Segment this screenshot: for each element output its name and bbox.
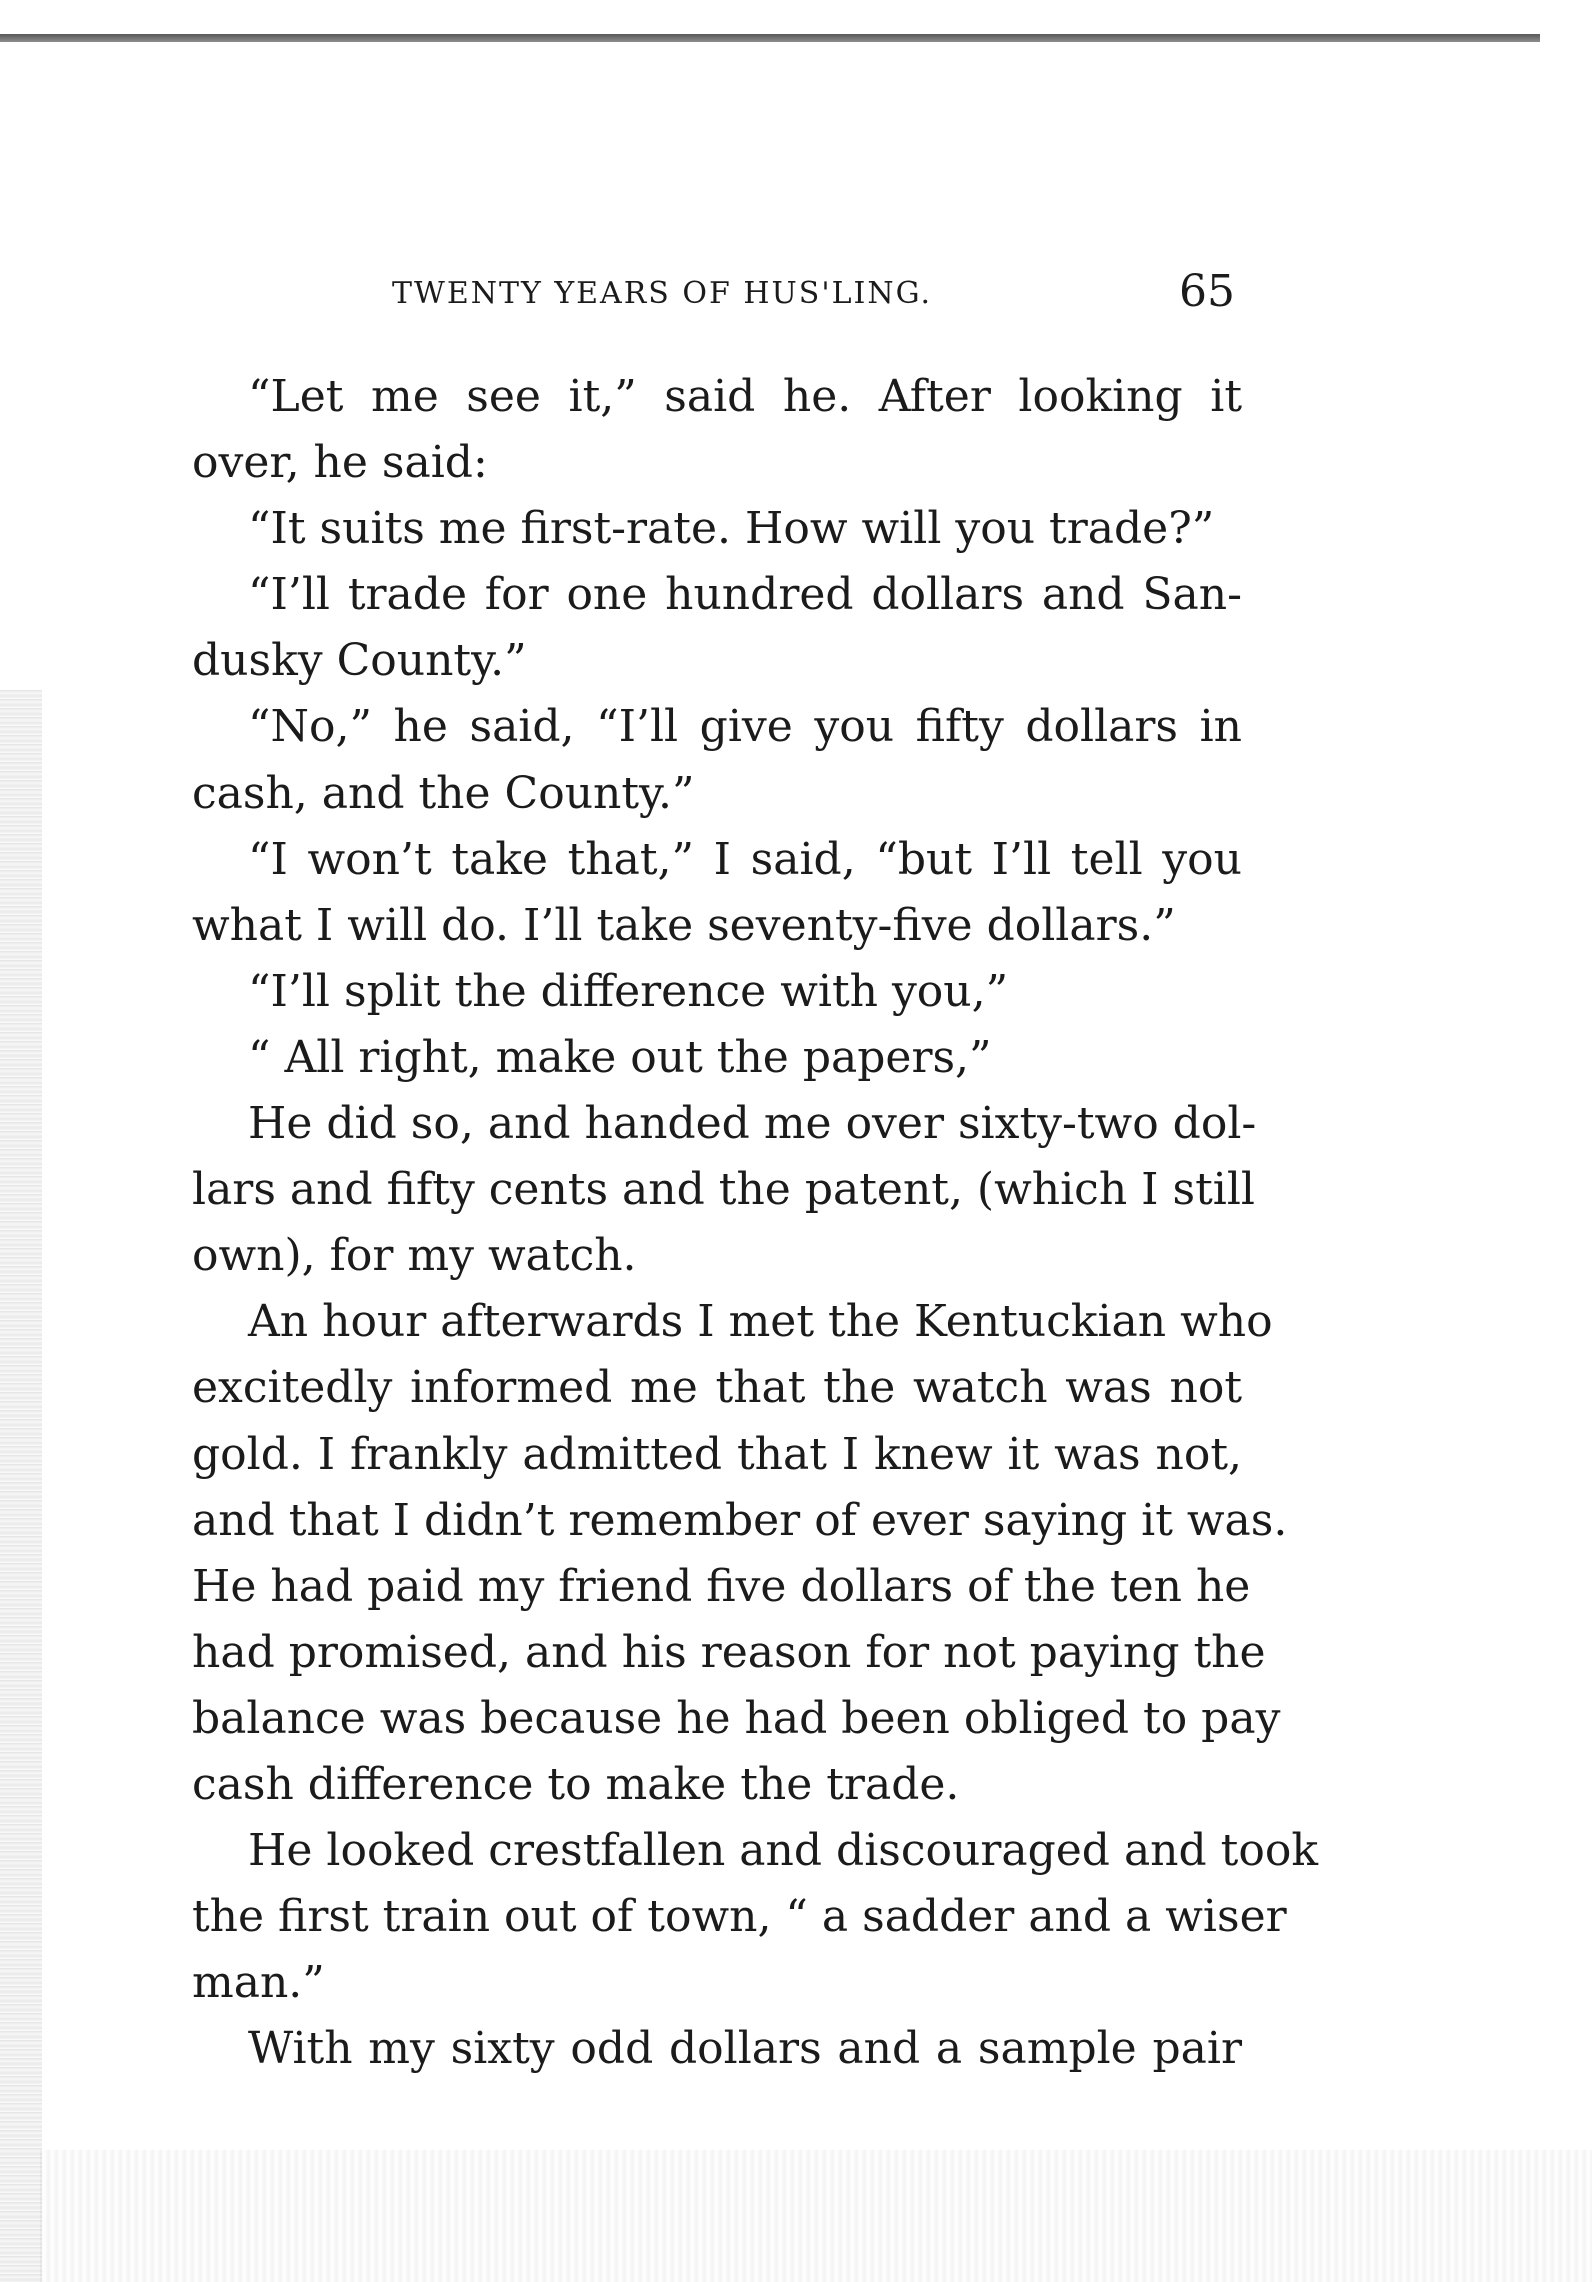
page-body-text [192, 364, 1318, 2082]
text-line: “I’ll trade for one hundred dollars and San- [248, 569, 1242, 621]
page-top-rule [0, 34, 1540, 42]
text-line: “I won’t take that,” I said, “but I’ll tell you [248, 833, 1242, 885]
text-line: lars and fifty cents and the patent, (which I still [192, 1164, 1255, 1216]
text-line: the first train out of town, “ a sadder and a wiser [192, 1891, 1287, 1943]
text-line: cash, and the County.” [192, 767, 695, 819]
text-line: over, he said: [192, 437, 488, 489]
text-line: and that I didn’t remember of ever saying it was. [192, 1494, 1288, 1546]
text-line: excitedly informed me that the watch was not [192, 1362, 1242, 1414]
text-line: balance was because he had been obliged to pay [192, 1692, 1281, 1744]
text-line: own), for my watch. [192, 1230, 637, 1282]
text-line: “Let me see it,” said he. After looking it [248, 371, 1242, 422]
text-line: what I will do. I’ll take seventy-five dollars.” [192, 899, 1176, 951]
text-line: gold. I frankly admitted that I knew it was not, [192, 1428, 1242, 1480]
text-line: man.” [192, 1957, 325, 2009]
running-head: TWENTY YEARS OF HUS'LING. [392, 276, 933, 311]
page-header [0, 266, 1592, 332]
text-line: dusky County.” [192, 635, 527, 687]
text-line: He had paid my friend five dollars of the ten he [192, 1560, 1251, 1612]
text-line: cash difference to make the trade. [192, 1758, 960, 1810]
text-line: “No,” he said, “I’ll give you fifty dollars in [248, 701, 1242, 753]
text-line: With my sixty odd dollars and a sample pair [248, 2023, 1242, 2075]
text-line: An hour afterwards I met the Kentuckian who [248, 1296, 1273, 1348]
text-line: “ All right, make out the papers,” [248, 1031, 992, 1083]
page-number: 65 [1179, 266, 1235, 317]
text-line: “I’ll split the difference with you,” [248, 965, 1009, 1017]
page-bottom-scan-noise [40, 2150, 1592, 2282]
page-binding-edge [0, 690, 42, 2282]
text-line: had promised, and his reason for not paying the [192, 1626, 1266, 1678]
text-line: He did so, and handed me over sixty-two dol- [248, 1098, 1257, 1150]
text-line: He looked crestfallen and discouraged and took [248, 1825, 1318, 1877]
text-line: “It suits me first-rate. How will you trade?” [248, 503, 1215, 555]
